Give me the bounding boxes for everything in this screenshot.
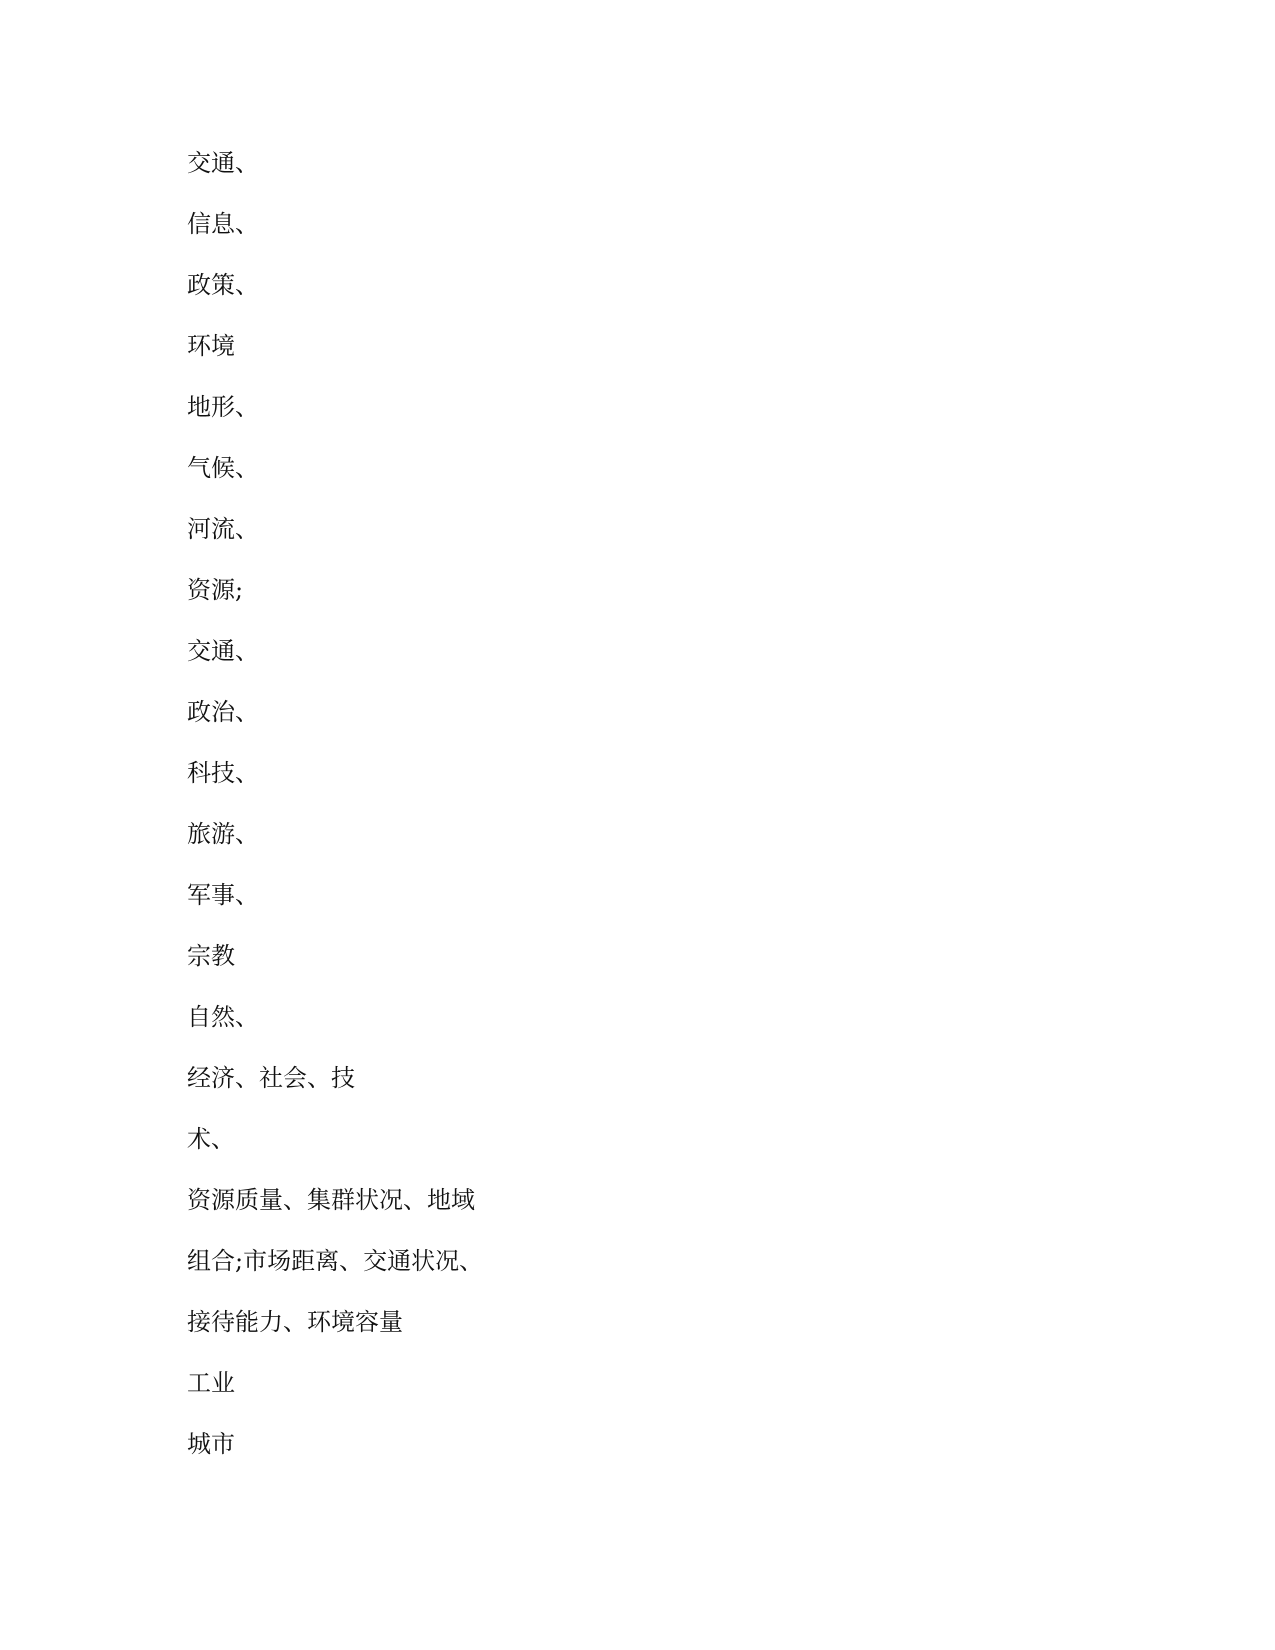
text-line: 经济、社会、技 (187, 1064, 355, 1092)
text-line: 交通、 (187, 149, 259, 177)
text-line: 军事、 (187, 881, 259, 909)
text-line: 自然、 (187, 1003, 259, 1031)
text-line: 接待能力、环境容量 (187, 1308, 403, 1336)
text-line: 信息、 (187, 210, 259, 238)
text-line: 河流、 (187, 515, 259, 543)
text-line: 交通、 (187, 637, 259, 665)
text-line: 工业 (187, 1369, 235, 1397)
text-line: 宗教 (187, 942, 235, 970)
text-column (187, 145, 1087, 1487)
text-line: 资源; (187, 576, 244, 604)
text-line: 地形、 (187, 393, 259, 421)
text-line: 政治、 (187, 698, 259, 726)
text-line: 组合;市场距离、交通状况、 (187, 1247, 484, 1275)
text-line: 环境 (187, 332, 235, 360)
text-line: 气候、 (187, 454, 259, 482)
text-line: 科技、 (187, 759, 259, 787)
text-line: 旅游、 (187, 820, 259, 848)
text-line: 资源质量、集群状况、地域 (187, 1186, 475, 1214)
text-line: 政策、 (187, 271, 259, 299)
text-line: 城市 (187, 1430, 235, 1458)
text-line: 术、 (187, 1125, 235, 1153)
